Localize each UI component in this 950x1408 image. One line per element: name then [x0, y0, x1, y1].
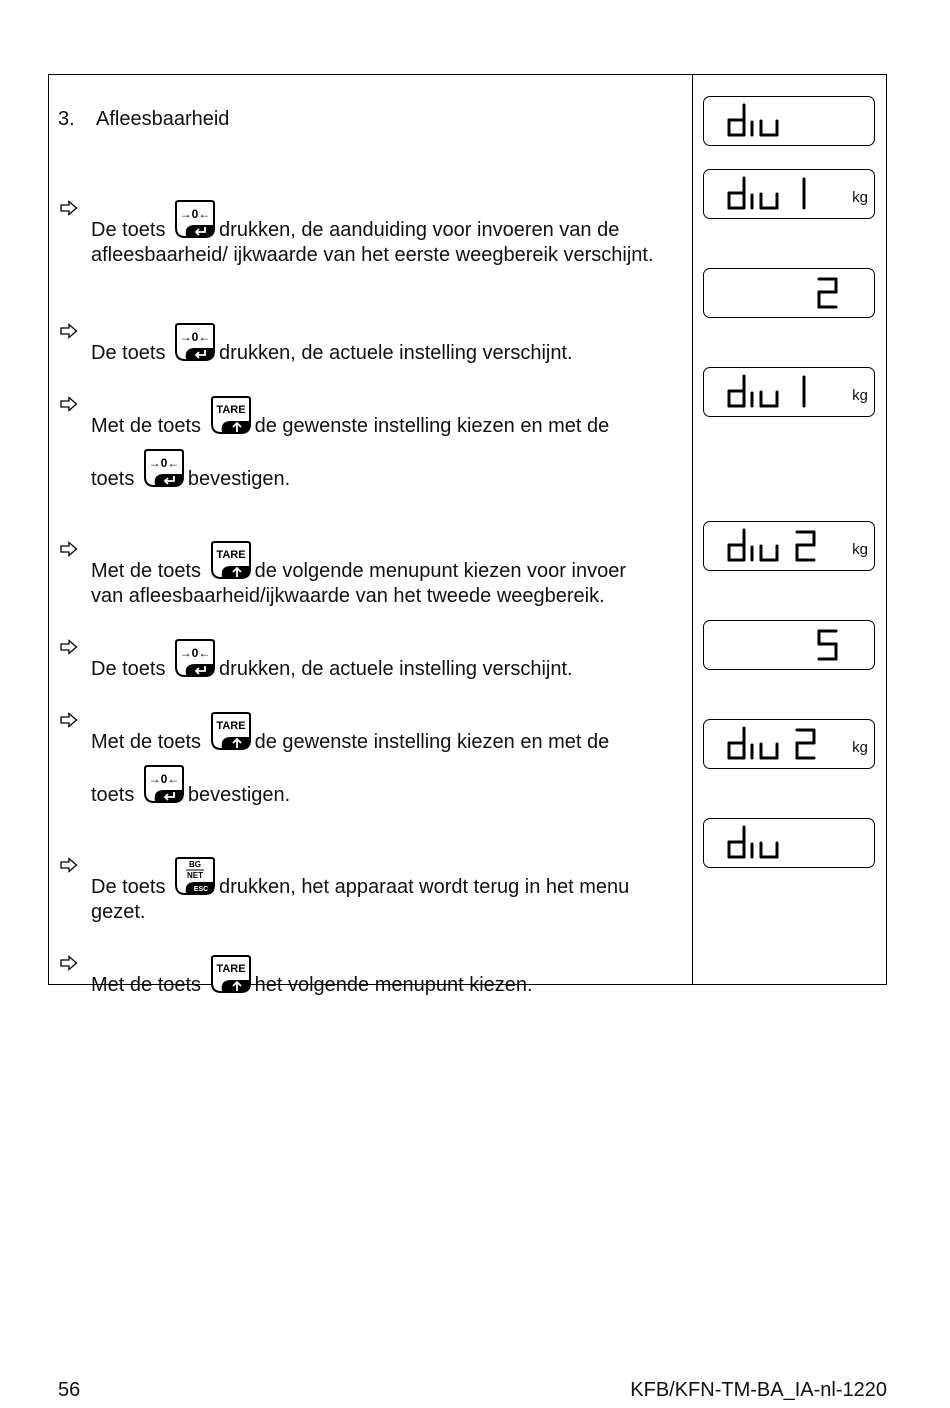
lcd-display [703, 521, 875, 571]
lcd-display [703, 620, 875, 670]
zero-enter-key-icon [142, 765, 186, 805]
lcd-display [703, 169, 875, 219]
step-text: bevestigen. [187, 468, 291, 490]
arrow-icon [58, 323, 80, 339]
arrow-icon [58, 857, 80, 873]
svg-text:→0←: →0← [179, 646, 211, 660]
lcd-readout [704, 819, 844, 865]
step-item [58, 639, 683, 682]
step-item [58, 857, 683, 925]
arrow-icon [58, 639, 80, 655]
step-text: afleesbaarheid/ ijkwaarde van het eerste weegbereik verschijnt. [91, 244, 654, 266]
step-text: Met de toets [91, 415, 202, 437]
step-text: toets [91, 468, 135, 490]
unit-label: kg [852, 189, 868, 206]
step-text: drukken, de actuele instelling verschijnt. [219, 658, 573, 680]
step-item [58, 396, 683, 502]
step-text: de gewenste instelling kiezen en met de [254, 415, 610, 437]
svg-text:→0←: →0← [179, 207, 211, 221]
lcd-readout [704, 621, 844, 667]
step-text: bevestigen. [187, 784, 291, 806]
svg-text:TARE: TARE [216, 720, 246, 732]
svg-text:TARE: TARE [216, 549, 246, 561]
step-text: van afleesbaarheid/ijkwaarde van het tweede weegbereik. [91, 585, 605, 607]
section-title: Afleesbaarheid [96, 108, 230, 130]
step-text: gezet. [91, 901, 146, 923]
svg-text:ESC: ESC [193, 886, 209, 893]
step-item [58, 541, 683, 609]
lcd-display [703, 719, 875, 769]
lcd-display [703, 818, 875, 868]
step-text: drukken, het apparaat wordt terug in het menu [219, 876, 630, 898]
unit-label: kg [852, 387, 868, 404]
step-text: De toets [91, 658, 166, 680]
step-text: Met de toets [91, 974, 202, 996]
lcd-readout [704, 368, 844, 414]
tare-up-key-icon [209, 712, 253, 752]
svg-text:TARE: TARE [216, 404, 246, 416]
zero-enter-key-icon [173, 639, 217, 679]
arrow-icon [58, 712, 80, 728]
step-text: De toets [91, 219, 166, 241]
lcd-readout [704, 97, 844, 143]
svg-text:→0←: →0← [148, 456, 180, 470]
arrow-icon [58, 541, 80, 557]
arrow-icon [58, 955, 80, 971]
arrow-icon [58, 200, 80, 216]
lcd-readout [704, 522, 844, 568]
lcd-readout [704, 269, 844, 315]
svg-text:→0←: →0← [179, 330, 211, 344]
zero-enter-key-icon [173, 323, 217, 363]
step-text: toets [91, 784, 135, 806]
lcd-display [703, 96, 875, 146]
zero-enter-key-icon [173, 200, 217, 240]
svg-text:BG: BG [189, 860, 202, 869]
lcd-display [703, 268, 875, 318]
step-text: het volgende menupunt kiezen. [254, 974, 533, 996]
bgnet-esc-key-icon [173, 857, 217, 897]
step-item [58, 323, 683, 366]
page-number: 56 [58, 1379, 81, 1401]
lcd-display [703, 367, 875, 417]
tare-up-key-icon [209, 541, 253, 581]
svg-text:TARE: TARE [216, 963, 246, 975]
tare-up-key-icon [209, 396, 253, 436]
step-text: de gewenste instelling kiezen en met de [254, 731, 610, 753]
step-text: drukken, de actuele instelling verschijnt. [219, 342, 573, 364]
step-item [58, 200, 683, 268]
step-text: drukken, de aanduiding voor invoeren van de [219, 219, 620, 241]
step-text: De toets [91, 876, 166, 898]
step-text: Met de toets [91, 560, 202, 582]
tare-up-key-icon [209, 955, 253, 995]
arrow-icon [58, 396, 80, 412]
unit-label: kg [852, 541, 868, 558]
step-text: de volgende menupunt kiezen voor invoer [254, 560, 626, 582]
step-item [58, 955, 683, 998]
zero-enter-key-icon [142, 449, 186, 489]
step-text: Met de toets [91, 731, 202, 753]
section-number: 3. [58, 108, 75, 130]
lcd-readout [704, 170, 844, 216]
step-item [58, 712, 683, 818]
unit-label: kg [852, 739, 868, 756]
section-heading [58, 108, 229, 131]
column-divider [692, 74, 693, 985]
svg-text:→0←: →0← [148, 772, 180, 786]
document-code: KFB/KFN-TM-BA_IA-nl-1220 [630, 1379, 887, 1401]
svg-text:NET: NET [187, 871, 204, 880]
lcd-readout [704, 720, 844, 766]
step-text: De toets [91, 342, 166, 364]
